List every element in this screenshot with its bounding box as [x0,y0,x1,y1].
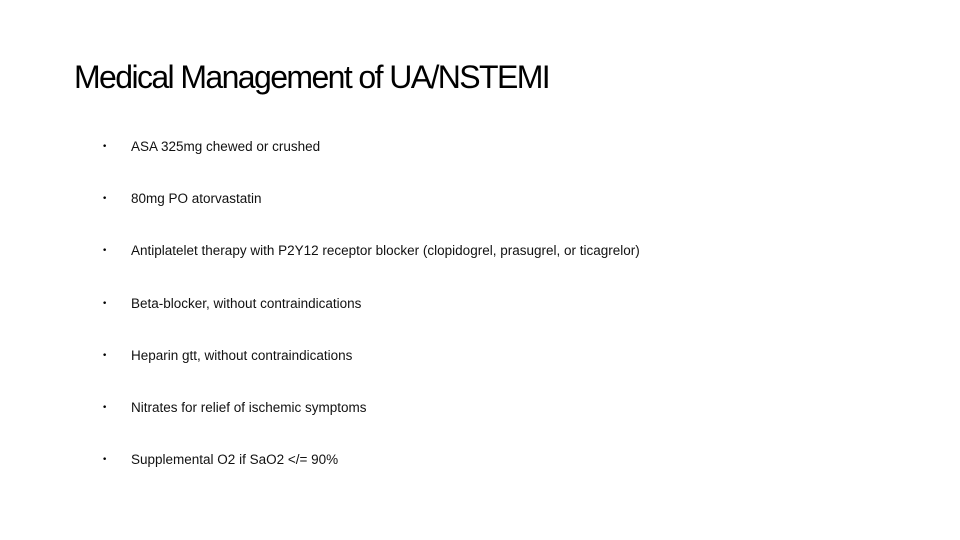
bullet-dot: • [102,351,108,361]
bullet-dot: • [102,299,108,309]
bullet-text: ASA 325mg chewed or crushed [131,139,321,154]
bullet-dot: • [102,194,108,204]
bullet-text: Supplemental O2 if SaO2 </= 90% [131,452,339,467]
bullet-dot: • [102,403,108,413]
bullet-text: Heparin gtt, without contraindications [131,348,353,363]
bullet-text: Antiplatelet therapy with P2Y12 receptor blocker (clopidogrel, prasugrel, or ticagrelor) [131,243,640,258]
bullet-text: 80mg PO atorvastatin [131,191,262,206]
bullet-text: Beta-blocker, without contraindications [131,296,362,311]
slide-title: Medical Management of UA/NSTEMI [74,59,550,95]
bullet-dot: • [102,246,108,256]
bullet-dot: • [102,455,108,465]
bullet-dot: • [102,142,108,152]
bullet-text: Nitrates for relief of ischemic symptoms [131,400,367,415]
